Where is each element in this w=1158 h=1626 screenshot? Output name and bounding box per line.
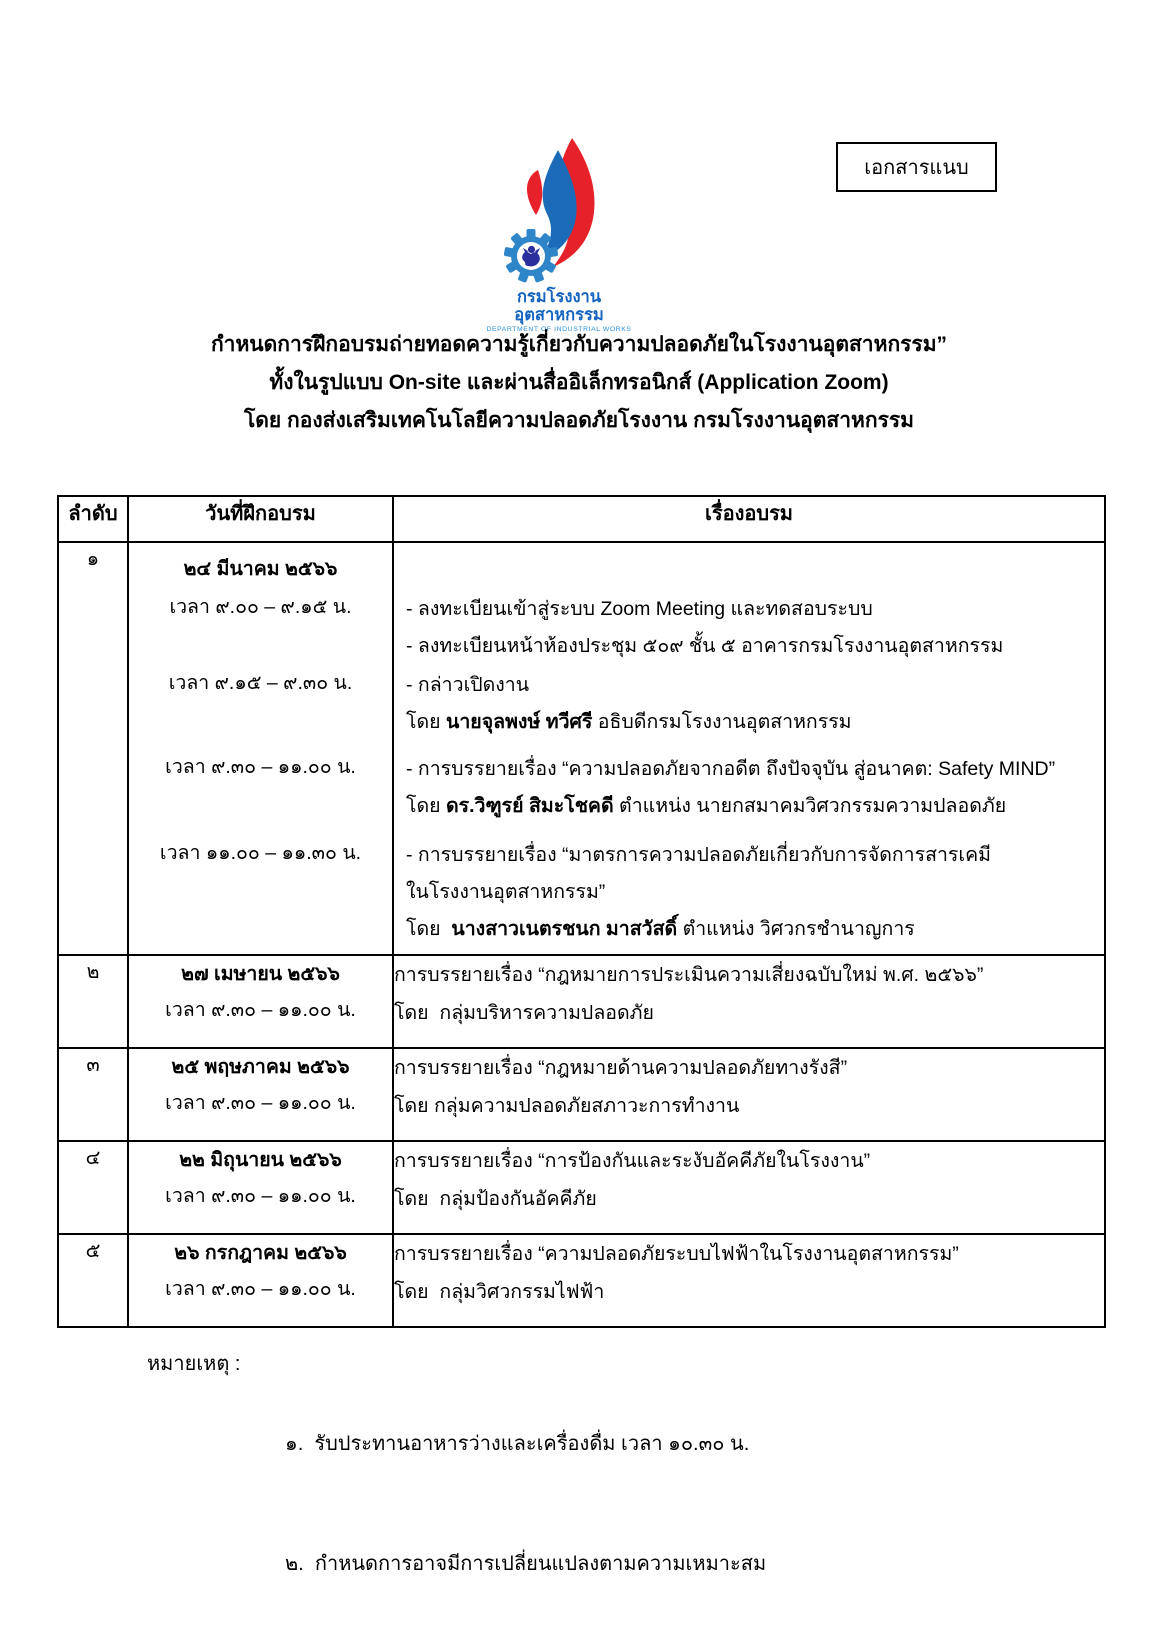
row4-by: โดย กลุ่มป้องกันอัคคีภัย xyxy=(394,1188,597,1210)
table-header-row xyxy=(58,496,1105,542)
logo-name-thai: กรมโรงงานอุตสาหกรรม xyxy=(514,288,604,324)
row1-time-4: เวลา ๑๑.๐๐ – ๑๑.๓๐ น. xyxy=(159,842,362,864)
row1-session2: - กล่าวเปิดงาน โดย นายจุลพงษ์ ทวีศรี อธิบดีกรมโรงงานอุตสาหกรรม xyxy=(406,674,852,733)
row3-date-time-cell xyxy=(128,1048,393,1141)
title-line-2: ทั้งในรูปแบบ On-site และผ่านสื่ออิเล็กทรอนิกส์ (Application Zoom) xyxy=(269,371,889,394)
row3-date: ๒๕ พฤษภาคม ๒๕๖๖ xyxy=(171,1056,350,1078)
row5-number: ๕ xyxy=(58,1234,128,1327)
notes-label: หมายเหตุ : xyxy=(147,1353,241,1375)
logo-name-english: DEPARTMENT OF INDUSTRIAL WORKS xyxy=(486,326,632,333)
row5-time: เวลา ๙.๓๐ – ๑๑.๐๐ น. xyxy=(165,1278,356,1300)
training-schedule-table xyxy=(57,495,1106,1328)
row4-time: เวลา ๙.๓๐ – ๑๑.๐๐ น. xyxy=(165,1185,356,1207)
row4-date: ๒๒ มิถุนายน ๒๕๖๖ xyxy=(179,1149,342,1171)
row5-by: โดย กลุ่มวิศวกรรมไฟฟ้า xyxy=(394,1281,605,1303)
speaker-name: นายจุลพงษ์ ทวีศรี xyxy=(445,711,593,733)
title-line-1: กำหนดการฝึกอบรมถ่ายทอดความรู้เกี่ยวกับความปลอดภัยในโรงงานอุตสาหกรรม” xyxy=(210,333,948,356)
header-no: ลำดับ xyxy=(58,496,128,542)
row5-date: ๒๖ กรกฎาคม ๒๕๖๖ xyxy=(174,1242,347,1264)
row4-date-time-cell xyxy=(128,1141,393,1234)
row4-topic-cell xyxy=(393,1141,1105,1234)
row1-time-3: เวลา ๙.๓๐ – ๑๑.๐๐ น. xyxy=(165,756,356,778)
row5-topic: การบรรยายเรื่อง “ความปลอดภัยระบบไฟฟ้าในโรงงานอุตสาหกรรม” xyxy=(394,1243,959,1265)
row1-time-2: เวลา ๙.๑๕ – ๙.๓๐ น. xyxy=(168,672,353,694)
row2-by: โดย กลุ่มบริหารความปลอดภัย xyxy=(394,1002,654,1024)
row2-topic-cell xyxy=(393,955,1105,1048)
title-line-3: โดย กองส่งเสริมเทคโนโลยีความปลอดภัยโรงงาน กรมโรงงานอุตสาหกรรม xyxy=(244,409,914,432)
attachment-label-box xyxy=(836,142,997,192)
row2-number: ๒ xyxy=(58,955,128,1048)
speaker-name: นางสาวเนตรชนก มาสวัสดิ์ xyxy=(451,918,678,940)
row1-number: ๑ xyxy=(58,542,128,955)
spacer xyxy=(406,553,1094,591)
note-item-2: ๒. กำหนดการอาจมีการเปลี่ยนแปลงตามความเหมาะสม xyxy=(285,1553,767,1575)
row3-by: โดย กลุ่มความปลอดภัยสภาวะการทำงาน xyxy=(394,1095,740,1117)
row1-session4: - การบรรยายเรื่อง “มาตรการความปลอดภัยเกี่ยวกับการจัดการสารเคมี ในโรงงานอุตสาหกรรม” โดย นางสาวเนตรชนก มาสวัสดิ์ ตำแหน่ง วิศวกรชำนาญการ xyxy=(406,844,991,940)
row1-topic-cell xyxy=(394,543,1104,954)
row2-date: ๒๗ เมษายน ๒๕๖๖ xyxy=(181,963,340,985)
row1-time-1: เวลา ๙.๐๐ – ๙.๑๕ น. xyxy=(169,596,352,618)
table-row xyxy=(58,1048,1105,1141)
table-row xyxy=(58,1234,1105,1327)
table-row xyxy=(58,955,1105,1048)
flame-red-small-icon xyxy=(527,170,542,215)
row4-number: ๔ xyxy=(58,1141,128,1234)
diw-flame-gear-icon xyxy=(493,136,625,286)
gear-icon xyxy=(504,229,559,283)
row3-time: เวลา ๙.๓๐ – ๑๑.๐๐ น. xyxy=(165,1092,356,1114)
row1-session3: - การบรรยายเรื่อง “ความปลอดภัยจากอดีต ถึงปัจจุบัน สู่อนาคต: Safety MIND” โดย ดร.วิฑูรย์ สิมะโชคดี ตำแหน่ง นายกสมาคมวิศวกรรมความปลอดภัย xyxy=(406,758,1056,817)
note-item-1: ๑. รับประทานอาหารว่างและเครื่องดื่ม เวลา ๑๐.๓๐ น. xyxy=(285,1433,750,1455)
speaker-name: ดร.วิฑูรย์ สิมะโชคดี xyxy=(445,795,614,817)
row4-topic: การบรรยายเรื่อง “การป้องกันและระงับอัคคีภัยในโรงงาน” xyxy=(394,1150,871,1172)
row3-topic: การบรรยายเรื่อง “กฎหมายด้านความปลอดภัยทางรังสี” xyxy=(394,1057,848,1079)
table-row xyxy=(58,542,1105,955)
table-row xyxy=(58,1141,1105,1234)
row1-session1: - ลงทะเบียนเข้าสู่ระบบ Zoom Meeting และทดสอบระบบ - ลงทะเบียนหน้าห้องประชุม ๕๐๙ ชั้น ๕ อาคารกรมโรงงานอุตสาหกรรม xyxy=(406,598,1004,657)
header-date: วันที่ฝึกอบรม xyxy=(128,496,393,542)
attachment-label: เอกสารแนบ xyxy=(864,157,969,179)
row2-topic: การบรรยายเรื่อง “กฎหมายการประเมินความเสี่ยงฉบับใหม่ พ.ศ. ๒๕๖๖” xyxy=(394,964,984,986)
row3-number: ๓ xyxy=(58,1048,128,1141)
row3-topic-cell xyxy=(393,1048,1105,1141)
notes-list xyxy=(285,1344,766,1626)
row1-date-time-cell xyxy=(129,543,392,941)
row2-date-time-cell xyxy=(128,955,393,1048)
row5-date-time-cell xyxy=(128,1234,393,1327)
page-title xyxy=(0,326,1158,440)
row5-topic-cell xyxy=(393,1234,1105,1327)
header-topic: เรื่องอบรม xyxy=(393,496,1105,542)
diw-logo xyxy=(479,136,639,334)
row2-time: เวลา ๙.๓๐ – ๑๑.๐๐ น. xyxy=(165,999,356,1021)
row1-date: ๒๔ มีนาคม ๒๕๖๖ xyxy=(183,558,338,580)
